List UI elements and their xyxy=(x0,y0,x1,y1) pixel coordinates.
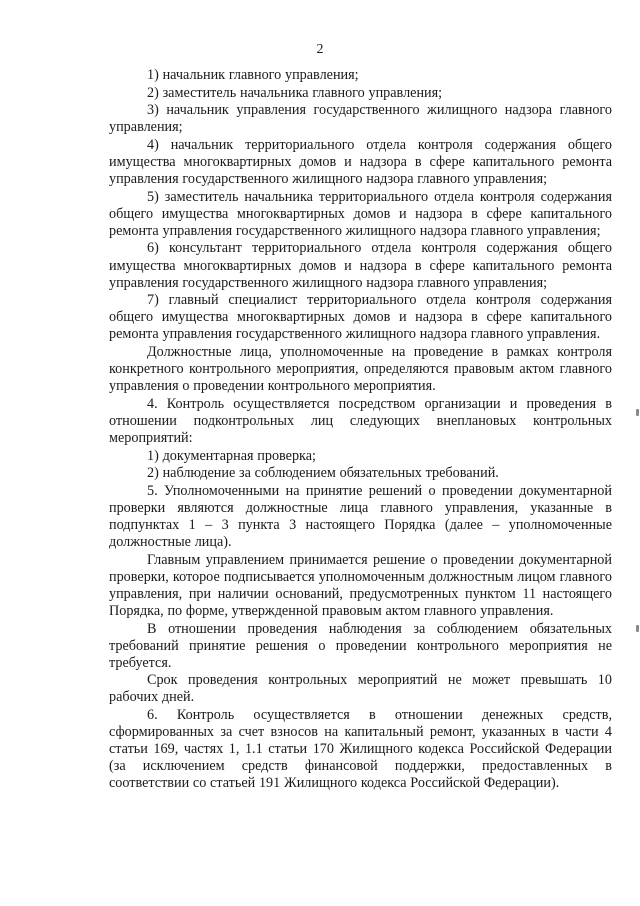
paragraph-item-6: 6) консультант территориального отдела контроля содержания общего имущества многоквартирных домов и надзора в сфере капитального ремонта управления государственного жилищного надзора главного управления; xyxy=(109,240,612,291)
paragraph-officials: Должностные лица, уполномоченные на проведение в рамках контроля конкретного контрольного мероприятия, определяются правовым актом главного управления о проведении контрольного мероприятия. xyxy=(109,344,612,395)
paragraph-item-1: 1) начальник главного управления; xyxy=(147,67,359,83)
scan-mark xyxy=(636,409,639,416)
paragraph-section-4: 4. Контроль осуществляется посредством организации и проведения в отношении подконтрольных лиц следующих внеплановых контрольных мероприятий: xyxy=(109,395,612,446)
paragraph-item-3: 3) начальник управления государственного жилищного надзора главного управления; xyxy=(109,102,612,136)
paragraph-observation: В отношении проведения наблюдения за соблюдением обязательных требований принятие решения о проведении контрольного мероприятия не требуется. xyxy=(109,620,612,671)
paragraph-term: Срок проведения контрольных мероприятий не может превышать 10 рабочих дней. xyxy=(109,672,612,706)
paragraph-section-6: 6. Контроль осуществляется в отношении денежных средств, сформированных за счет взносов на капитальный ремонт, указанных в части 4 статьи 169, частях 1, 1.1 статьи 170 Жилищного кодекса Российской Федерации (за исключением средств финансовой поддержки, предоставленных в соответствии со статьей 191 Жилищного кодекса Российской Федерации). xyxy=(109,706,612,792)
page-number: 2 xyxy=(316,42,324,57)
paragraph-decision: Главным управлением принимается решение о проведении документарной проверки, которое подписывается уполномоченным должностным лицом главного управления, при наличии оснований, предусмотренных пунктом 11 настоящего Порядка, по форме, утвержденной правовым актом главного управления. xyxy=(109,551,612,619)
paragraph-sub-1: 1) документарная проверка; xyxy=(147,447,316,464)
paragraph-item-7: 7) главный специалист территориального отдела контроля содержания общего имущества многоквартирных домов и надзора в сфере капитального ремонта управления государственного жилищного надзора главного управления. xyxy=(109,292,612,343)
document-body xyxy=(109,67,612,793)
paragraph-sub-2: 2) наблюдение за соблюдением обязательных требований. xyxy=(147,465,499,482)
paragraph-section-5: 5. Уполномоченными на принятие решений о проведении документарной проверки являются должностные лица главного управления, указанные в подпунктах 1 – 3 пункта 3 настоящего Порядка (далее – уполномоченные должностные лица). xyxy=(109,482,612,551)
paragraph-item-5: 5) заместитель начальника территориального отдела контроля содержания общего имущества многоквартирных домов и надзора в сфере капитального ремонта управления государственного жилищного надзора главного управления; xyxy=(109,188,612,239)
scan-mark xyxy=(636,625,639,632)
paragraph-item-2: 2) заместитель начальника главного управления; xyxy=(147,84,443,101)
paragraph-item-4: 4) начальник территориального отдела контроля содержания общего имущества многоквартирных домов и надзора в сфере капитального ремонта управления государственного жилищного надзора главного управления; xyxy=(109,136,612,188)
